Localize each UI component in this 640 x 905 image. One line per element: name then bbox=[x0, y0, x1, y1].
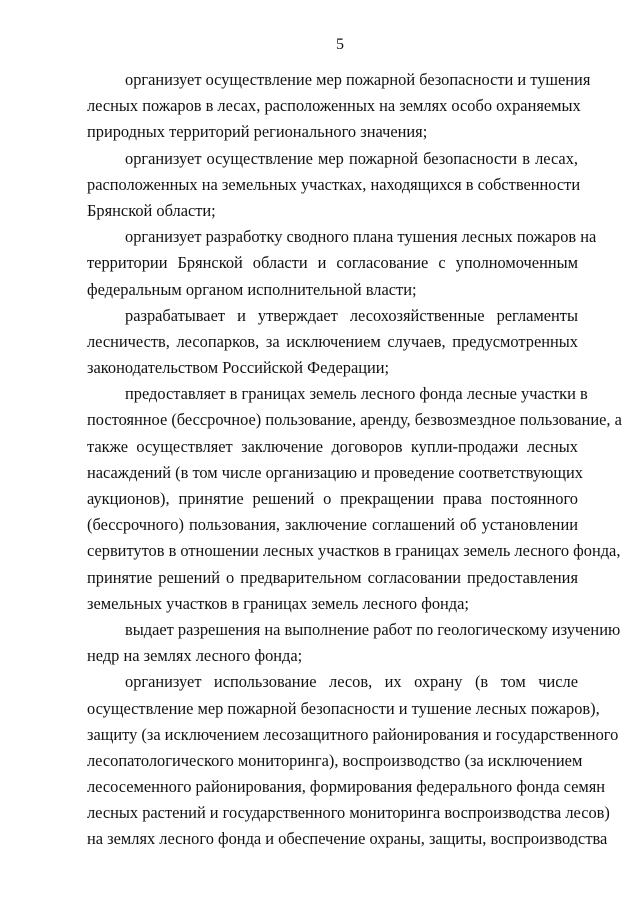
text-line: защиту (за исключением лесозащитного районирования и государственного bbox=[87, 724, 619, 744]
text-line: (бессрочного) пользования, заключение соглашений об установлении bbox=[87, 515, 578, 535]
text-line: выдает разрешения на выполнение работ по геологическому изучению bbox=[125, 619, 621, 639]
text-line: расположенных на земельных участках, находящихся в собственности bbox=[87, 174, 581, 194]
text-line: предоставляет в границах земель лесного фонда лесные участки в bbox=[125, 384, 588, 404]
text-line: федеральным органом исполнительной власти; bbox=[87, 279, 417, 299]
text-line: лесных пожаров в лесах, расположенных на землях особо охраняемых bbox=[87, 96, 581, 116]
text-line: принятие решений о предварительном согласовании предоставления bbox=[87, 567, 578, 587]
text-line: природных территорий регионального значения; bbox=[87, 122, 428, 142]
text-line: постоянное (бессрочное) пользование, аренду, безвозмездное пользование, а bbox=[87, 410, 622, 430]
paragraph bbox=[87, 146, 581, 225]
text-line: организует использование лесов, их охрану (в том числе bbox=[125, 672, 578, 692]
text-line: насаждений (в том числе организацию и проведение соответствующих bbox=[87, 462, 583, 482]
page-number: 5 bbox=[336, 36, 344, 53]
text-line: также осуществляет заключение договоров купли-продажи лесных bbox=[87, 436, 578, 456]
text-line: лесосеменного районирования, формирования федерального фонда семян bbox=[87, 777, 606, 797]
text-line: земельных участков в границах земель лесного фонда; bbox=[87, 593, 469, 613]
paragraph bbox=[87, 669, 619, 852]
text-line: лесных растений и государственного мониторинга воспроизводства лесов) bbox=[87, 803, 610, 823]
paragraph bbox=[87, 303, 578, 382]
text-line: территории Брянской области и согласование с уполномоченным bbox=[87, 253, 578, 273]
document-body bbox=[87, 67, 622, 853]
text-line: законодательством Российской Федерации; bbox=[87, 358, 390, 378]
text-line: на землях лесного фонда и обеспечение охраны, защиты, воспроизводства bbox=[87, 829, 608, 849]
text-line: аукционов), принятие решений о прекращении права постоянного bbox=[87, 489, 578, 508]
paragraph bbox=[87, 617, 621, 669]
text-line: Брянской области; bbox=[87, 200, 216, 220]
text-line: организует осуществление мер пожарной безопасности и тушения bbox=[125, 70, 591, 89]
text-line: осуществление мер пожарной безопасности и тушение лесных пожаров), bbox=[87, 698, 600, 718]
text-line: организует осуществление мер пожарной безопасности в лесах, bbox=[125, 148, 578, 168]
text-line: недр на землях лесного фонда; bbox=[87, 646, 303, 666]
text-line: организует разработку сводного плана тушения лесных пожаров на bbox=[125, 227, 597, 247]
paragraph bbox=[87, 381, 622, 617]
text-line: сервитутов в отношении лесных участков в границах земель лесного фонда, bbox=[87, 541, 621, 561]
text-line: разрабатывает и утверждает лесохозяйственные регламенты bbox=[125, 305, 578, 325]
paragraph bbox=[87, 224, 597, 303]
text-line: лесопатологического мониторинга), воспроизводство (за исключением bbox=[87, 750, 583, 770]
paragraph bbox=[87, 67, 591, 146]
text-line: лесничеств, лесопарков, за исключением случаев, предусмотренных bbox=[87, 331, 578, 351]
